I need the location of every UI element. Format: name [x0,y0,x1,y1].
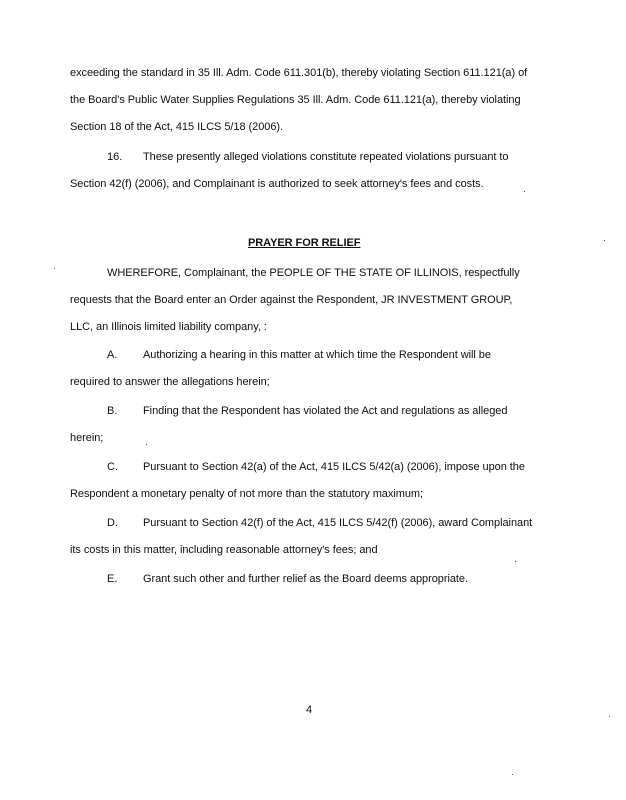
scan-speck [524,191,525,192]
paragraph-16-line-2: Section 42(f) (2006), and Complainant is authorized to seek attorney's fees and costs. [70,178,484,190]
page-number: 4 [306,704,313,716]
prayer-for-relief-heading: PRAYER FOR RELIEF [248,237,361,249]
item-a-line-2: required to answer the allegations herein; [70,376,270,388]
wherefore-line-1: WHEREFORE, Complainant, the PEOPLE OF THE STATE OF ILLINOIS, respectfully [107,267,520,279]
continuation-line-2: the Board's Public Water Supplies Regulations 35 Ill. Adm. Code 611.121(a), thereby violating [70,94,521,106]
continuation-line-1: exceeding the standard in 35 Ill. Adm. Code 611.301(b), thereby violating Section 611.121(a) of [70,67,528,79]
item-b-line-2: herein; [70,432,104,444]
item-a-letter: A. [107,349,118,361]
scan-speck [604,240,605,241]
wherefore-line-3: LLC, an Illinois limited liability company, : [70,321,267,333]
continuation-line-3: Section 18 of the Act, 415 ILCS 5/18 (2006). [70,121,284,133]
item-a-line-1: Authorizing a hearing in this matter at which time the Respondent will be [143,349,491,361]
item-b-line-1: Finding that the Respondent has violated the Act and regulations as alleged [143,405,508,417]
item-d-letter: D. [107,517,118,529]
item-c-line-2: Respondent a monetary penalty of not more than the statutory maximum; [70,488,424,500]
scan-speck [512,774,513,775]
scan-speck [54,268,55,269]
paragraph-16-number: 16. [107,151,123,163]
item-d-line-2: its costs in this matter, including reasonable attorney's fees; and [70,544,378,556]
item-e-letter: E. [107,573,118,585]
item-c-line-1: Pursuant to Section 42(a) of the Act, 415 ILCS 5/42(a) (2006), impose upon the [143,461,525,473]
item-d-line-1: Pursuant to Section 42(f) of the Act, 415 ILCS 5/42(f) (2006), award Complainant [143,517,533,529]
item-b-letter: B. [107,405,118,417]
wherefore-line-2: requests that the Board enter an Order against the Respondent, JR INVESTMENT GROUP, [70,294,513,306]
scan-speck [515,561,516,562]
scan-speck [609,716,610,717]
paragraph-16-line-1: These presently alleged violations constitute repeated violations pursuant to [143,151,509,163]
scan-speck [146,444,147,445]
item-c-letter: C. [107,461,118,473]
item-e-line-1: Grant such other and further relief as the Board deems appropriate. [143,573,469,585]
